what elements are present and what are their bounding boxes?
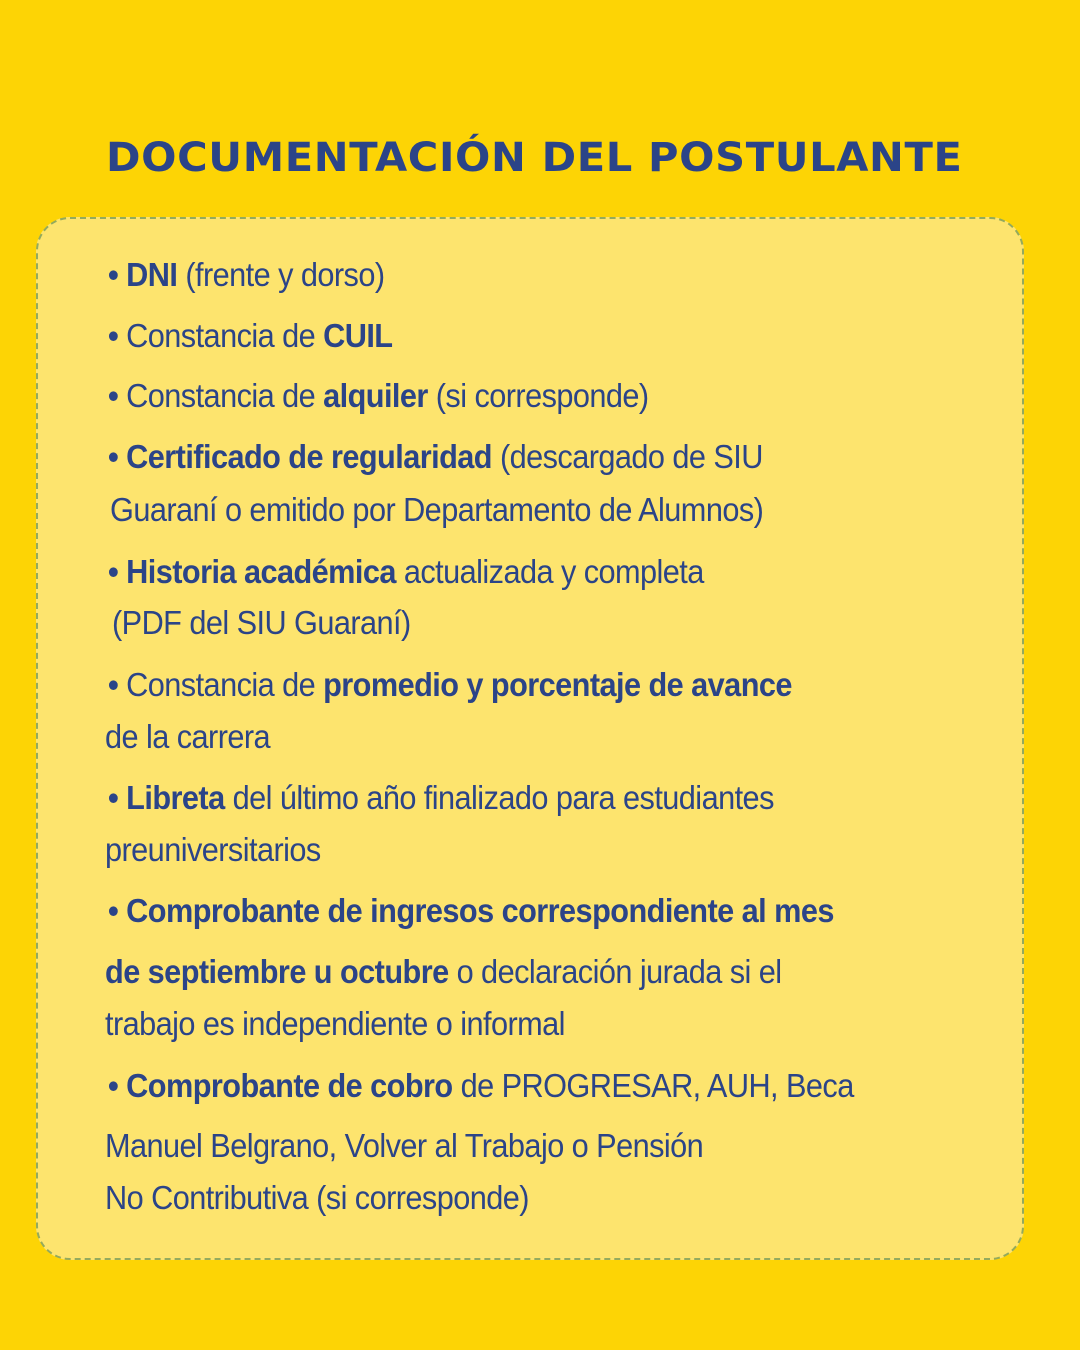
item-bold: Libreta: [126, 779, 225, 816]
list-item-ingresos-cont-2: [105, 998, 565, 1050]
list-item-cobro-cont-1: [105, 1120, 703, 1172]
bullet-icon: •: [108, 377, 119, 414]
bullet-icon: •: [108, 256, 119, 293]
list-item-historia: [108, 546, 704, 598]
page-title: DOCUMENTACIÓN DEL POSTULANTE: [106, 135, 963, 181]
list-item-historia-cont: [112, 597, 411, 649]
bullet-icon: •: [108, 892, 119, 929]
bullet-icon: •: [108, 779, 119, 816]
list-item-dni: [108, 249, 385, 301]
item-bold: Comprobante de cobro: [126, 1067, 453, 1104]
item-text: Guaraní o emitido por Departamento de Alumnos): [110, 491, 764, 528]
item-text: Constancia de: [126, 377, 324, 414]
item-text: (descargado de SIU: [491, 438, 763, 475]
item-text: (PDF del SIU Guaraní): [112, 604, 411, 641]
item-bold: promedio y porcentaje de avance: [323, 666, 792, 703]
list-item-certificado-cont: [110, 484, 763, 536]
item-bold: CUIL: [323, 317, 393, 354]
item-text: del último año finalizado para estudiantes: [224, 779, 774, 816]
item-text: preuniversitarios: [105, 831, 321, 868]
item-text: (frente y dorso): [177, 256, 385, 293]
item-text: Constancia de: [126, 317, 324, 354]
list-item-alquiler: [108, 370, 649, 422]
list-item-promedio-cont: [105, 711, 270, 763]
list-item-libreta: [108, 772, 774, 824]
list-item-cobro-cont-2: [105, 1172, 529, 1224]
list-item-promedio: [108, 659, 792, 711]
item-bold: DNI: [126, 256, 178, 293]
item-text: Manuel Belgrano, Volver al Trabajo o Pensión: [105, 1127, 704, 1164]
bullet-icon: •: [108, 438, 119, 475]
item-text: actualizada y completa: [395, 553, 704, 590]
list-item-cobro: [108, 1060, 854, 1112]
item-text: Constancia de: [126, 666, 324, 703]
list-item-certificado: [108, 431, 763, 483]
item-bold: Historia académica: [126, 553, 396, 590]
item-text: de la carrera: [105, 718, 271, 755]
item-bold: de septiembre u octubre: [105, 953, 449, 990]
item-bold: Comprobante de ingresos correspondiente al mes: [126, 892, 834, 929]
item-bold: Certificado de regularidad: [126, 438, 492, 475]
list-item-ingresos: [108, 885, 834, 937]
list-item-libreta-cont: [105, 824, 321, 876]
bullet-icon: •: [108, 1067, 119, 1104]
bullet-icon: •: [108, 553, 119, 590]
item-text: de PROGRESAR, AUH, Beca: [452, 1067, 854, 1104]
list-item-cuil: [108, 310, 392, 362]
list-item-ingresos-cont-1: [105, 946, 782, 998]
bullet-icon: •: [108, 317, 119, 354]
item-bold: alquiler: [323, 377, 428, 414]
item-text: trabajo es independiente o informal: [105, 1005, 565, 1042]
bullet-icon: •: [108, 666, 119, 703]
item-text: o declaración jurada si el: [448, 953, 782, 990]
item-text: (si corresponde): [427, 377, 649, 414]
item-text: No Contributiva (si corresponde): [105, 1179, 529, 1216]
